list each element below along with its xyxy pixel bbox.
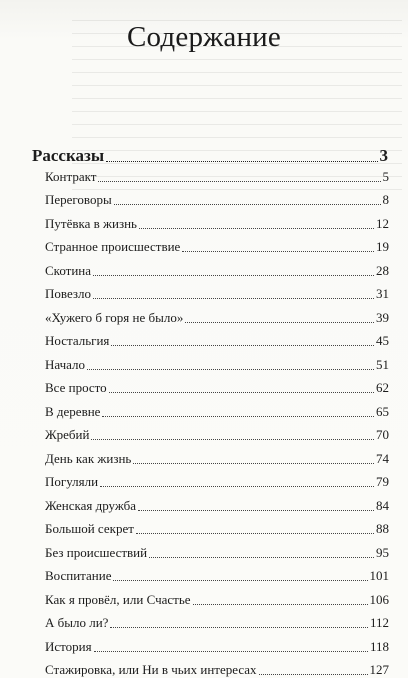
- toc-page-number: 79: [376, 474, 389, 490]
- toc-page-number: 28: [376, 263, 389, 279]
- toc-entry: [45, 608, 389, 632]
- toc-page-number: 74: [376, 451, 389, 467]
- dot-leader: [91, 439, 374, 440]
- dot-leader: [87, 369, 374, 370]
- toc-entry-title: Жребий: [45, 427, 89, 443]
- toc-entry-title: Контракт: [45, 169, 96, 185]
- toc-entry: [45, 490, 389, 514]
- section-page-number: 3: [380, 146, 389, 166]
- dot-leader: [114, 204, 381, 205]
- toc-entry: [45, 396, 389, 420]
- toc-entry: [45, 537, 389, 561]
- toc-page-number: 95: [376, 545, 389, 561]
- toc-entry-title: Скотина: [45, 263, 91, 279]
- toc-entry-title: День как жизнь: [45, 451, 131, 467]
- toc-entry: [45, 185, 389, 209]
- toc-page-number: 62: [376, 380, 389, 396]
- toc-page-number: 5: [383, 169, 390, 185]
- dot-leader: [133, 463, 374, 464]
- toc-entry: [45, 161, 389, 185]
- dot-leader: [110, 627, 368, 628]
- toc-entry-title: Без происшествий: [45, 545, 147, 561]
- dot-leader: [111, 345, 374, 346]
- dot-leader: [138, 510, 374, 511]
- toc-page-number: 101: [370, 568, 390, 584]
- toc-entry: [45, 467, 389, 491]
- dot-leader: [113, 580, 367, 581]
- dot-leader: [94, 651, 368, 652]
- toc-entry: [45, 349, 389, 373]
- toc-entry: [45, 232, 389, 256]
- toc-entry-title: Большой секрет: [45, 521, 134, 537]
- toc-page-number: 51: [376, 357, 389, 373]
- dot-leader: [109, 392, 374, 393]
- toc-entry-title: А было ли?: [45, 615, 108, 631]
- dot-leader: [93, 275, 374, 276]
- toc-entry-title: Ностальгия: [45, 333, 109, 349]
- dot-leader: [136, 533, 374, 534]
- dot-leader: [182, 251, 374, 252]
- toc-entry-title: «Хужего б горя не было»: [45, 310, 183, 326]
- toc-page-number: 45: [376, 333, 389, 349]
- toc-entry-title: Женская дружба: [45, 498, 136, 514]
- toc-entry-title: Начало: [45, 357, 85, 373]
- dot-leader: [259, 674, 368, 675]
- dot-leader: [193, 604, 368, 605]
- toc-page-number: 88: [376, 521, 389, 537]
- toc-page-number: 39: [376, 310, 389, 326]
- toc-entry-title: Погуляли: [45, 474, 98, 490]
- toc-entry: [45, 514, 389, 538]
- toc-page-number: 65: [376, 404, 389, 420]
- toc-entry: [45, 561, 389, 585]
- toc-entry-title: Все просто: [45, 380, 107, 396]
- toc-page-number: 118: [370, 639, 389, 655]
- toc-entry-title: Стажировка, или Ни в чьих интересах: [45, 662, 257, 678]
- toc-entry: [45, 208, 389, 232]
- toc-entry-title: Переговоры: [45, 192, 112, 208]
- toc-entry: [45, 655, 389, 678]
- toc-page-number: 31: [376, 286, 389, 302]
- dot-leader: [139, 228, 374, 229]
- toc-entry: [45, 443, 389, 467]
- toc-entry: [45, 420, 389, 444]
- toc-page-number: 112: [370, 615, 389, 631]
- toc-entry: [45, 255, 389, 279]
- dot-leader: [149, 557, 374, 558]
- toc-page-number: 84: [376, 498, 389, 514]
- toc-page-number: 127: [370, 662, 390, 678]
- dot-leader: [93, 298, 374, 299]
- toc-entry: [45, 302, 389, 326]
- toc-entry: [45, 326, 389, 350]
- toc-entry: [45, 279, 389, 303]
- toc-entry-title: История: [45, 639, 92, 655]
- toc-list: [45, 161, 389, 678]
- toc-entry-title: В деревне: [45, 404, 100, 420]
- toc-page-number: 8: [383, 192, 390, 208]
- toc-entry-title: Как я провёл, или Счастье: [45, 592, 191, 608]
- toc-entry-title: Странное происшествие: [45, 239, 180, 255]
- toc-entry-title: Путёвка в жизнь: [45, 216, 137, 232]
- dot-leader: [100, 486, 374, 487]
- dot-leader: [102, 416, 374, 417]
- section-label: Рассказы: [32, 146, 104, 166]
- toc-page-number: 70: [376, 427, 389, 443]
- dot-leader: [185, 322, 374, 323]
- page-title: Содержание: [0, 21, 408, 54]
- toc-page-number: 106: [370, 592, 390, 608]
- toc-entry: [45, 631, 389, 655]
- toc-page-number: 12: [376, 216, 389, 232]
- toc-entry-title: Повезло: [45, 286, 91, 302]
- toc-entry-title: Воспитание: [45, 568, 111, 584]
- dot-leader: [98, 181, 380, 182]
- toc-page-number: 19: [376, 239, 389, 255]
- toc-entry: [45, 373, 389, 397]
- toc-entry: [45, 584, 389, 608]
